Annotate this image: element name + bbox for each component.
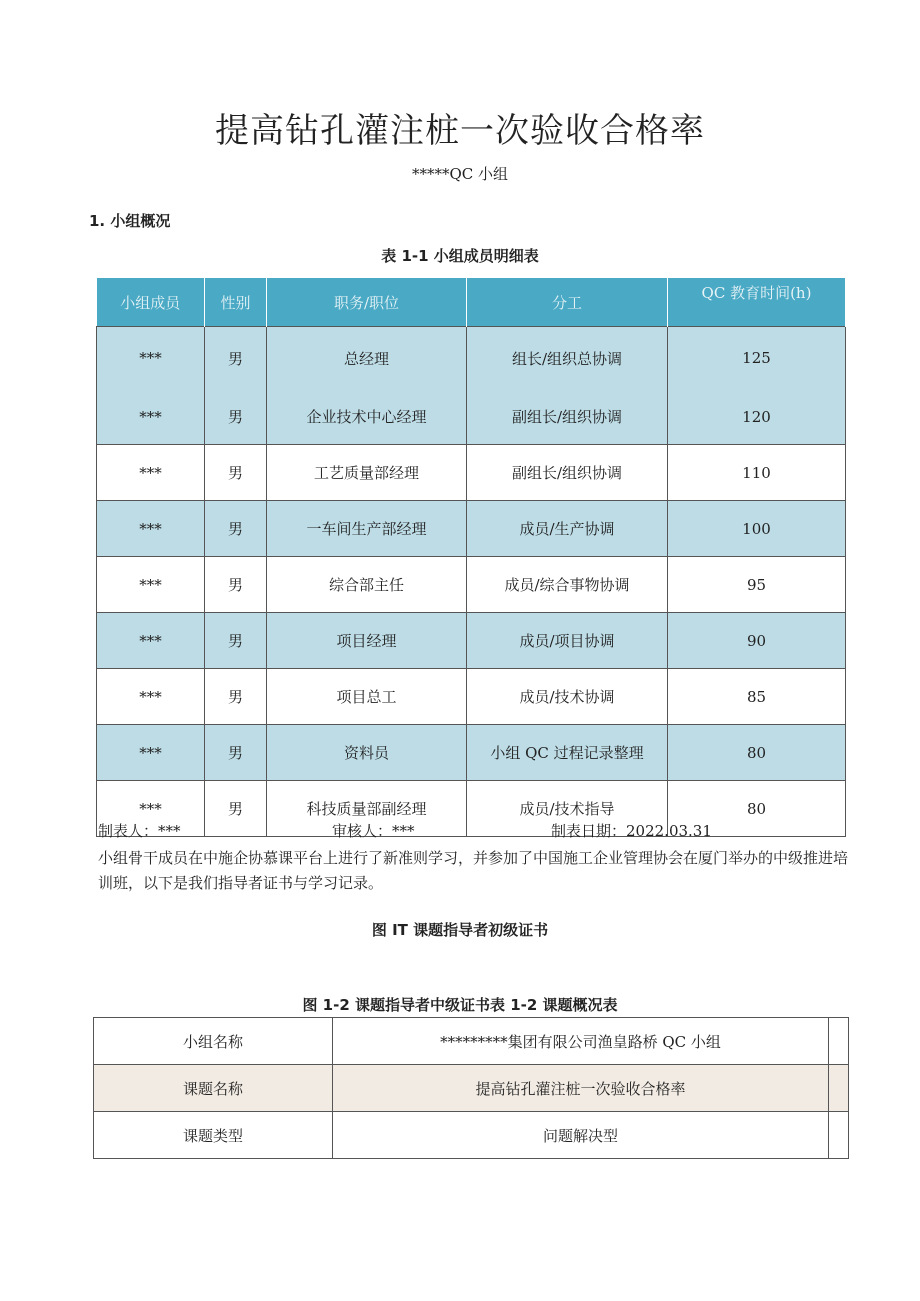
table-cell: 课题类型 bbox=[94, 1112, 333, 1159]
table-cell: 100 bbox=[668, 501, 846, 557]
table-date: 制表日期：2022.03.31 bbox=[551, 822, 712, 840]
table-cell: 男 bbox=[205, 501, 267, 557]
table-row bbox=[97, 445, 846, 501]
table-row bbox=[97, 781, 846, 837]
table-cell: 课题名称 bbox=[94, 1065, 333, 1112]
table-row bbox=[97, 725, 846, 781]
table-cell: 项目经理 bbox=[267, 613, 467, 669]
table-cell: *** bbox=[97, 781, 205, 837]
table-cell: 科技质量部副经理 bbox=[267, 781, 467, 837]
figure1-caption: 图 IT 课题指导者初级证书 bbox=[371, 921, 549, 939]
table-row bbox=[94, 1112, 849, 1159]
table-cell: 提高钻孔灌注桩一次验收合格率 bbox=[333, 1065, 829, 1112]
table-cell: *** bbox=[97, 669, 205, 725]
table-cell: 男 bbox=[205, 557, 267, 613]
table-row bbox=[97, 557, 846, 613]
header-cell: 小组成员 bbox=[97, 278, 205, 327]
table-cell: 95 bbox=[668, 557, 846, 613]
table-row bbox=[94, 1065, 849, 1112]
table-cell: *** bbox=[97, 327, 205, 390]
table-maker: 制表人：*** bbox=[98, 822, 181, 840]
body-paragraph: 小组骨干成员在中施企协慕课平台上进行了新准则学习，并参加了中国施工企业管理协会在厦门举办的中级推进培训班，以下是我们指导者证书与学习记录。 bbox=[98, 849, 849, 892]
table-cell: 成员/项目协调 bbox=[467, 613, 668, 669]
table-cell: *** bbox=[97, 389, 205, 445]
table-cell: 工艺质量部经理 bbox=[267, 445, 467, 501]
topic-summary-table bbox=[93, 1017, 849, 1159]
table-cell: 总经理 bbox=[267, 327, 467, 390]
table-cell bbox=[829, 1018, 849, 1065]
table-cell: 120 bbox=[668, 389, 846, 445]
table-cell: *** bbox=[97, 557, 205, 613]
table-cell: 男 bbox=[205, 327, 267, 390]
table-cell: 成员/技术协调 bbox=[467, 669, 668, 725]
table-row bbox=[97, 669, 846, 725]
table-cell: 小组 QC 过程记录整理 bbox=[467, 725, 668, 781]
header-cell: 性别 bbox=[205, 278, 267, 327]
table-cell: *** bbox=[97, 445, 205, 501]
table-cell: *** bbox=[97, 613, 205, 669]
document-subtitle: *****QC 小组 bbox=[411, 165, 509, 183]
table-cell: 110 bbox=[668, 445, 846, 501]
figure2-caption: 图 1-2 课题指导者中级证书表 1-2 课题概况表 bbox=[302, 996, 618, 1014]
table-cell: 资料员 bbox=[267, 725, 467, 781]
table-cell: 小组名称 bbox=[94, 1018, 333, 1065]
table-cell: 85 bbox=[668, 669, 846, 725]
table-row bbox=[97, 613, 846, 669]
table-cell: 男 bbox=[205, 445, 267, 501]
table-cell: 项目总工 bbox=[267, 669, 467, 725]
table-row bbox=[94, 1018, 849, 1065]
table-cell: 90 bbox=[668, 613, 846, 669]
table-cell: 一车间生产部经理 bbox=[267, 501, 467, 557]
table-cell: 80 bbox=[668, 781, 846, 837]
table-cell: 125 bbox=[668, 327, 846, 390]
document-title: 提高钻孔灌注桩一次验收合格率 bbox=[215, 111, 705, 151]
table-cell: 综合部主任 bbox=[267, 557, 467, 613]
table-cell: 男 bbox=[205, 781, 267, 837]
table-row bbox=[97, 327, 846, 390]
table-cell: 成员/技术指导 bbox=[467, 781, 668, 837]
table-row bbox=[97, 389, 846, 445]
table1-caption: 表 1-1 小组成员明细表 bbox=[381, 247, 539, 265]
table-cell: 男 bbox=[205, 725, 267, 781]
header-cell: 职务/职位 bbox=[267, 278, 467, 327]
table-cell: 男 bbox=[205, 613, 267, 669]
table-cell: 男 bbox=[205, 669, 267, 725]
table-cell: 组长/组织总协调 bbox=[467, 327, 668, 390]
table-cell: 副组长/组织协调 bbox=[467, 445, 668, 501]
table-cell bbox=[829, 1065, 849, 1112]
header-cell: 分工 bbox=[467, 278, 668, 327]
table-cell: 成员/生产协调 bbox=[467, 501, 668, 557]
header-cell: QC 教育时间(h) bbox=[668, 278, 846, 327]
table-cell: 副组长/组织协调 bbox=[467, 389, 668, 445]
table-row bbox=[97, 501, 846, 557]
table-header-row bbox=[97, 278, 846, 327]
section-heading: 1. 小组概况 bbox=[89, 212, 171, 230]
table-cell: *********集团有限公司渔皇路桥 QC 小组 bbox=[333, 1018, 829, 1065]
table-cell: *** bbox=[97, 501, 205, 557]
member-table bbox=[96, 278, 846, 837]
table-cell: *** bbox=[97, 725, 205, 781]
table-cell bbox=[829, 1112, 849, 1159]
table-cell: 80 bbox=[668, 725, 846, 781]
table-cell: 企业技术中心经理 bbox=[267, 389, 467, 445]
table-reviewer: 审核人：*** bbox=[332, 822, 415, 840]
table-cell: 问题解决型 bbox=[333, 1112, 829, 1159]
table-cell: 成员/综合事物协调 bbox=[467, 557, 668, 613]
table-cell: 男 bbox=[205, 389, 267, 445]
